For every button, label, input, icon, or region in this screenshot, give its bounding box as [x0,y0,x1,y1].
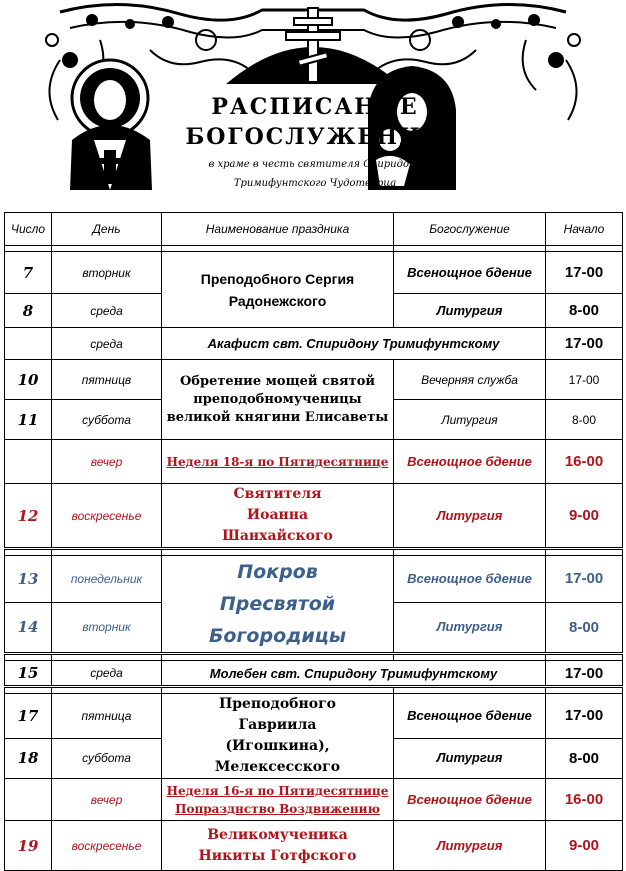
cross-icon [226,8,400,84]
col-day-header: День [52,213,162,246]
row-time: 17-00 [546,661,623,687]
row-day: вторник [52,602,162,653]
row-num [5,440,52,484]
row-time: 17-00 [546,252,623,294]
row-time: 17-00 [546,694,623,739]
row-day: вторник [52,252,162,294]
row-num: 18 [5,738,52,778]
row-time: 9-00 [546,821,623,871]
table-row [5,556,623,603]
row-service: Всенощное бдение [394,779,546,821]
row-service: Вечерняя служба [394,360,546,400]
row-service: Всенощное бдение [394,440,546,484]
row-day: вечер [52,440,162,484]
row-day: пятница [52,694,162,739]
row-service: Литургия [394,738,546,778]
schedule-table [4,212,623,871]
table-row [5,440,623,484]
row-num: 11 [5,400,52,440]
feast-top-line-1: Неделя 16-я по Пятидесятнице [166,783,389,798]
row-service: Литургия [394,821,546,871]
row-day: суббота [52,400,162,440]
row-num: 17 [5,694,52,739]
header [0,0,626,205]
row-num [5,779,52,821]
row-num: 7 [5,252,52,294]
row-feast-top [162,779,394,821]
row-service: Всенощное бдение [394,252,546,294]
row-num: 8 [5,294,52,328]
row-time: 16-00 [546,440,623,484]
spacer-row [5,549,623,556]
feast-top-line-2: Попразднство Воздвижению [175,801,380,816]
row-time: 16-00 [546,779,623,821]
spacer-row [5,654,623,661]
row-day: среда [52,328,162,360]
table-row [5,779,623,821]
row-service: Литургия [394,294,546,328]
saint-icon [70,60,152,190]
row-day: суббота [52,738,162,778]
row-day: понедельник [52,556,162,603]
table-row [5,821,623,871]
row-day: пятницв [52,360,162,400]
col-feast-header: Наименование праздника [162,213,394,246]
row-service: Всенощное бдение [394,694,546,739]
row-event: Акафист свт. Спиридону Тримифунтскому [162,328,546,360]
row-service: Всенощное бдение [394,556,546,603]
table-row [5,328,623,360]
row-day: воскресенье [52,484,162,549]
row-num: 13 [5,556,52,603]
row-feast: Преподобного Сергия Радонежского [162,252,394,328]
row-feast: Обретение мощей святой преподобномученицы великой княгини Елисаветы [162,360,394,440]
row-time: 8-00 [546,294,623,328]
row-num: 15 [5,661,52,687]
row-num: 10 [5,360,52,400]
table-row [5,360,623,400]
row-service: Литургия [394,602,546,653]
col-service-header: Богослужение [394,213,546,246]
title-line-1: РАСПИСАНИЕ [211,94,419,120]
row-feast-top [162,440,394,484]
row-day: воскресенье [52,821,162,871]
row-event: Молебен свт. Спиридону Тримифунтскому [162,661,546,687]
row-feast: Покров Пресвятой Богородицы [162,556,394,654]
row-day: среда [52,661,162,687]
row-service: Литургия [394,484,546,549]
table-row [5,694,623,739]
row-time: 8-00 [546,602,623,653]
row-feast-bottom: Святителя Иоанна Шанхайского [162,484,394,549]
spacer-row [5,687,623,694]
row-feast: Преподобного Гавриила (Игошкина), Мелексесского [162,694,394,779]
row-day: вечер [52,779,162,821]
row-time: 9-00 [546,484,623,549]
table-row [5,252,623,294]
row-service: Литургия [394,400,546,440]
row-time: 8-00 [546,400,623,440]
col-num-header: Число [5,213,52,246]
subtitle-line-1: в храме в честь святителя Спиридона [208,159,422,170]
row-time: 17-00 [546,328,623,360]
feast-top-text: Неделя 18-я по Пятидесятнице [166,454,389,469]
col-start-header: Начало [546,213,623,246]
row-num: 12 [5,484,52,549]
row-time: 17-00 [546,360,623,400]
row-num [5,328,52,360]
subtitle-line-2: Тримифунтского Чудотворца [233,178,397,189]
row-feast-bottom: Великомученика Никиты Готфского [162,821,394,871]
row-day: среда [52,294,162,328]
table-row [5,661,623,687]
row-num: 19 [5,821,52,871]
row-time: 17-00 [546,556,623,603]
title-line-2: БОГОСЛУЖЕНИЙ [185,124,445,150]
table-row [5,484,623,549]
row-num: 14 [5,602,52,653]
row-time: 8-00 [546,738,623,778]
header-row [5,213,623,246]
